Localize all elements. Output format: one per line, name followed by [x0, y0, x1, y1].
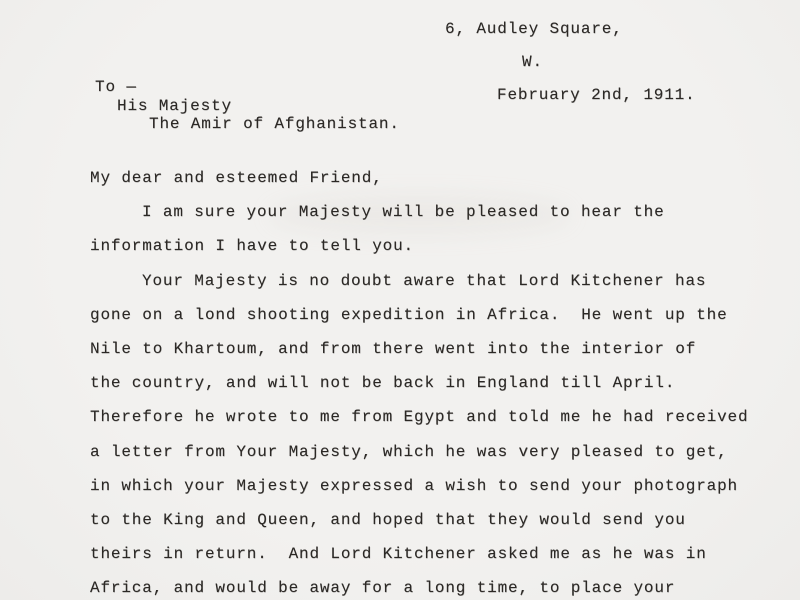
letter-date: February 2nd, 1911. — [497, 86, 696, 104]
body-line: the country, and will not be back in England till April. — [90, 374, 676, 393]
body-line: gone on a lond shooting expedition in Africa. He went up the — [90, 305, 728, 324]
salutation: My dear and esteemed Friend, — [90, 169, 383, 187]
body-line: Nile to Khartoum, and from there went into the interior of — [90, 339, 697, 358]
sender-address-line1: 6, Audley Square, — [445, 20, 623, 38]
recipient-title: The Amir of Afghanistan. — [149, 115, 400, 133]
body-line: in which your Majesty expressed a wish to send your photograph — [90, 476, 738, 495]
body-line: theirs in return. And Lord Kitchener asked me as he was in — [90, 545, 707, 564]
body-line: Therefore he wrote to me from Egypt and told me he had received — [90, 408, 749, 427]
sender-address-line2: W. — [522, 53, 543, 71]
body-line: a letter from Your Majesty, which he was very pleased to get, — [90, 442, 728, 461]
body-line: I am sure your Majesty will be pleased to hear the — [142, 203, 665, 222]
letter-body — [90, 167, 770, 600]
body-line: Africa, and would be away for a long time, to place your — [90, 579, 676, 598]
body-line: Your Majesty is no doubt aware that Lord Kitchener has — [142, 271, 707, 290]
body-line: to the King and Queen, and hoped that they would send you — [90, 510, 686, 529]
recipient-name: His Majesty — [117, 96, 232, 115]
recipient-to-label: To — — [95, 78, 137, 96]
body-line: information I have to tell you. — [90, 237, 414, 256]
